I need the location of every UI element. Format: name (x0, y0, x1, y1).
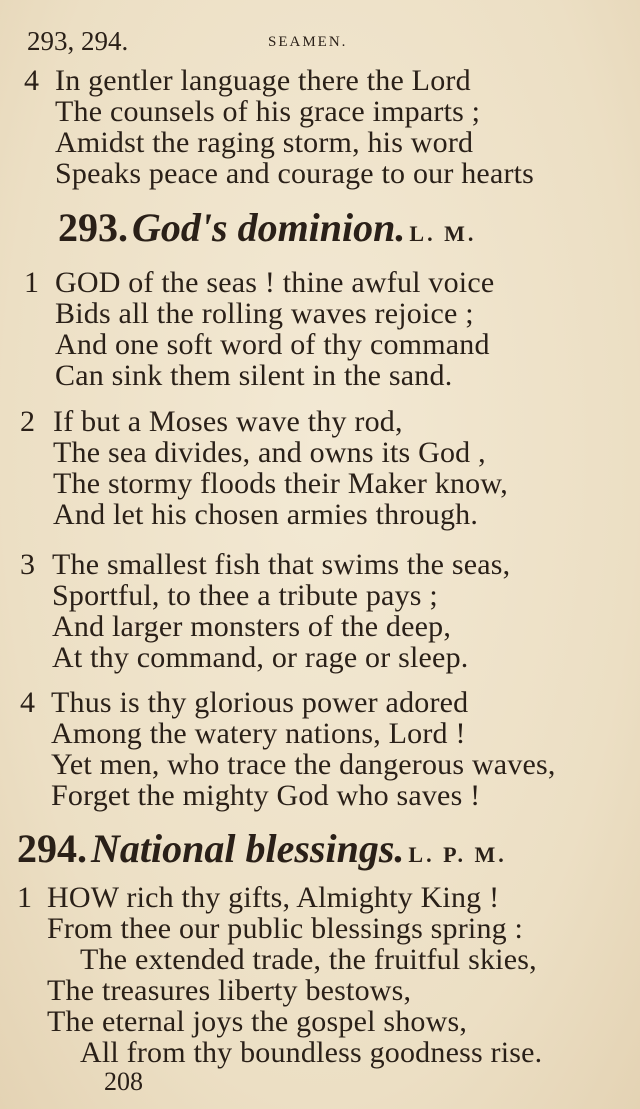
hymn-heading (58, 204, 476, 251)
verse-line: And let his chosen armies through. (53, 498, 479, 531)
verse-line: The stormy floods their Maker know, (53, 467, 508, 500)
verse-line: All from thy boundless goodness rise. (80, 1036, 543, 1069)
hymn-number: 294. (17, 826, 87, 871)
verse-line: If but a Moses wave thy rod, (53, 405, 403, 438)
verse-line: Can sink them silent in the sand. (55, 359, 453, 392)
hymn-title: God's dominion. (132, 205, 406, 250)
running-title: SEAMEN. (268, 34, 348, 50)
page-number: 208 (104, 1067, 143, 1096)
verse-line: Thus is thy glorious power adored (51, 686, 469, 719)
verse-line: GOD of the seas ! thine awful voice (55, 266, 495, 299)
hymn-meter: L. P. M. (408, 842, 507, 867)
hymn-number: 293. (58, 205, 128, 250)
hymn-title: National blessings. (91, 826, 405, 871)
verse-line: Amidst the raging storm, his word (55, 126, 474, 159)
verse-line: The smallest fish that swims the seas, (52, 548, 511, 581)
verse-line: And one soft word of thy command (55, 328, 490, 361)
hymn-heading (17, 825, 507, 872)
verse-line: Bids all the rolling waves rejoice ; (55, 297, 474, 330)
verse-line: The extended trade, the fruitful skies, (80, 943, 537, 976)
verse-line: And larger monsters of the deep, (52, 610, 452, 643)
verse-line: The treasures liberty bestows, (47, 974, 412, 1007)
verse-line: Yet men, who trace the dangerous waves, (51, 748, 556, 781)
verse-line: HOW rich thy gifts, Almighty King ! (47, 881, 500, 914)
verse-line: Speaks peace and courage to our hearts (55, 157, 535, 190)
stanza-number: 2 (20, 405, 35, 438)
stanza-number: 4 (20, 686, 35, 719)
verse-line: The eternal joys the gospel shows, (47, 1005, 468, 1038)
verse-line: Among the watery nations, Lord ! (51, 717, 466, 750)
verse-line: In gentler language there the Lord (55, 64, 471, 97)
verse-line: From thee our public blessings spring : (47, 912, 524, 945)
page-hymn-numbers: 293, 294. (27, 26, 129, 56)
stanza-number: 4 (24, 64, 39, 97)
stanza-number: 1 (17, 881, 32, 914)
stanza-number: 3 (20, 548, 35, 581)
verse-line: Forget the mighty God who saves ! (51, 779, 481, 812)
verse-line: The counsels of his grace imparts ; (55, 95, 481, 128)
hymn-meter: L. M. (409, 221, 477, 246)
stanza-number: 1 (24, 266, 39, 299)
verse-line: Sportful, to thee a tribute pays ; (52, 579, 438, 612)
verse-line: At thy command, or rage or sleep. (52, 641, 469, 674)
verse-line: The sea divides, and owns its God , (53, 436, 486, 469)
